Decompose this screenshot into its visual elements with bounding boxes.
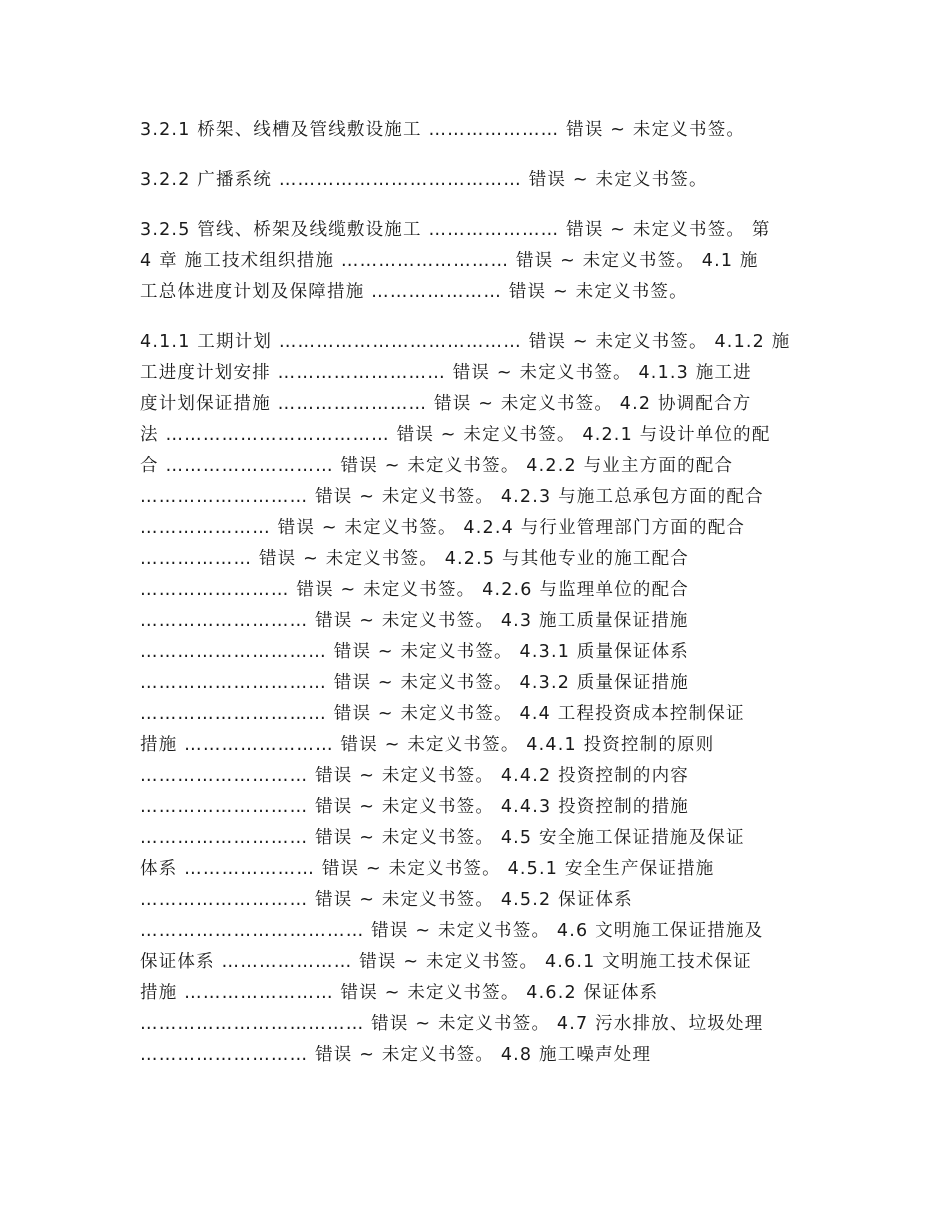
toc-line: ……………………… 错误 ~ 未定义书签。 4.5.2 保证体系 bbox=[140, 890, 633, 910]
toc-paragraph-3 bbox=[140, 215, 812, 308]
toc-line: 工总体进度计划及保障措施 ………………… 错误 ~ 未定义书签。 bbox=[140, 282, 688, 302]
toc-line: ………………………… 错误 ~ 未定义书签。 4.3.2 质量保证措施 bbox=[140, 673, 690, 693]
toc-line: ………………… 错误 ~ 未定义书签。 4.2.4 与行业管理部门方面的配合 bbox=[140, 518, 746, 538]
toc-line: ……………………… 错误 ~ 未定义书签。 4.4.2 投资控制的内容 bbox=[140, 766, 690, 786]
toc-line: 体系 ………………… 错误 ~ 未定义书签。 4.5.1 安全生产保证措施 bbox=[140, 859, 715, 879]
toc-line: ……………………… 错误 ~ 未定义书签。 4.8 施工噪声处理 bbox=[140, 1045, 652, 1065]
toc-line: …………………… 错误 ~ 未定义书签。 4.2.6 与监理单位的配合 bbox=[140, 580, 690, 600]
toc-paragraph-2 bbox=[140, 165, 812, 196]
toc-line: 合 ……………………… 错误 ~ 未定义书签。 4.2.2 与业主方面的配合 bbox=[140, 456, 734, 476]
toc-line: ……………………… 错误 ~ 未定义书签。 4.5 安全施工保证措施及保证 bbox=[140, 828, 745, 848]
toc-line: ……………………………… 错误 ~ 未定义书签。 4.6 文明施工保证措施及 bbox=[140, 921, 764, 941]
toc-line: ……………………… 错误 ~ 未定义书签。 4.3 施工质量保证措施 bbox=[140, 611, 689, 631]
toc-line: 保证体系 ………………… 错误 ~ 未定义书签。 4.6.1 文明施工技术保证 bbox=[140, 952, 752, 972]
toc-line: 3.2.2 广播系统 ………………………………… 错误 ~ 未定义书签。 bbox=[140, 170, 708, 190]
toc-line: 工进度计划安排 ……………………… 错误 ~ 未定义书签。 4.1.3 施工进 bbox=[140, 363, 752, 383]
toc-paragraph-4 bbox=[140, 327, 812, 1071]
toc-line: 3.2.5 管线、桥架及线缆敷设施工 ………………… 错误 ~ 未定义书签。 第 bbox=[140, 220, 771, 240]
toc-line: 3.2.1 桥架、线槽及管线敷设施工 ………………… 错误 ~ 未定义书签。 bbox=[140, 120, 746, 140]
toc-line: ………………………… 错误 ~ 未定义书签。 4.4 工程投资成本控制保证 bbox=[140, 704, 745, 724]
toc-line: ………………………… 错误 ~ 未定义书签。 4.3.1 质量保证体系 bbox=[140, 642, 690, 662]
toc-line: ……………………… 错误 ~ 未定义书签。 4.2.3 与施工总承包方面的配合 bbox=[140, 487, 764, 507]
toc-line: ……………………… 错误 ~ 未定义书签。 4.4.3 投资控制的措施 bbox=[140, 797, 690, 817]
toc-line: 度计划保证措施 …………………… 错误 ~ 未定义书签。 4.2 协调配合方 bbox=[140, 394, 752, 414]
toc-line: 4.1.1 工期计划 ………………………………… 错误 ~ 未定义书签。 4.1.2 施 bbox=[140, 332, 791, 352]
toc-line: 法 ……………………………… 错误 ~ 未定义书签。 4.2.1 与设计单位的配 bbox=[140, 425, 771, 445]
toc-paragraph-1 bbox=[140, 115, 812, 146]
toc-line: 措施 …………………… 错误 ~ 未定义书签。 4.6.2 保证体系 bbox=[140, 983, 659, 1003]
toc-line: 4 章 施工技术组织措施 ……………………… 错误 ~ 未定义书签。 4.1 施 bbox=[140, 251, 759, 271]
toc-line: ……………………………… 错误 ~ 未定义书签。 4.7 污水排放、垃圾处理 bbox=[140, 1014, 764, 1034]
toc-line: 措施 …………………… 错误 ~ 未定义书签。 4.4.1 投资控制的原则 bbox=[140, 735, 715, 755]
toc-line: ……………… 错误 ~ 未定义书签。 4.2.5 与其他专业的施工配合 bbox=[140, 549, 690, 569]
